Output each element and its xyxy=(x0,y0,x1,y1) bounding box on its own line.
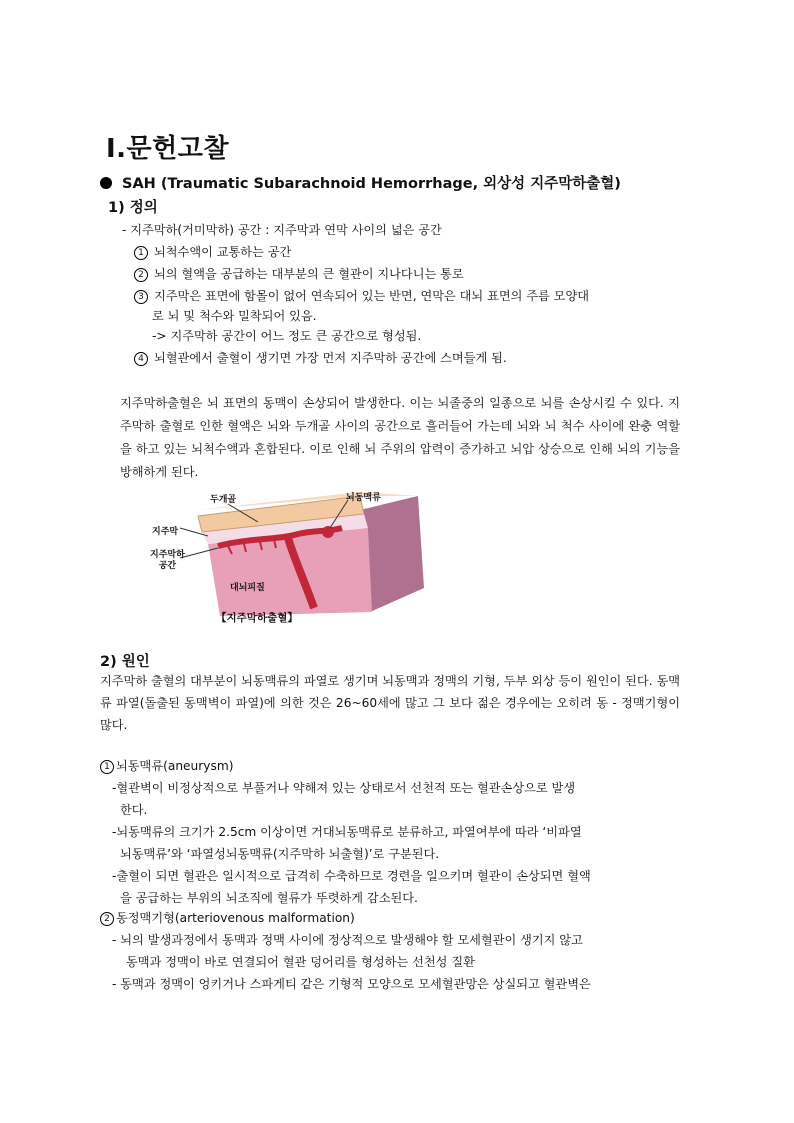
aneurysm-bulge xyxy=(322,526,334,538)
definition-item-3 xyxy=(134,288,589,304)
aneurysm-heading xyxy=(100,758,233,774)
label-cortex: 대뇌피질 xyxy=(230,583,265,593)
aneurysm-point: 을 공급하는 부위의 뇌조직에 혈류가 뚜렷하게 감소된다. xyxy=(120,891,418,905)
definition-item-4 xyxy=(134,350,507,366)
definition-item-2 xyxy=(134,266,464,282)
avm-point: 동맥과 정맥이 바로 연결되어 혈관 덩어리를 형성하는 선천성 질환 xyxy=(126,955,475,969)
definition-item-text: 뇌의 혈액을 공급하는 대부분의 큰 혈관이 지나다니는 통로 xyxy=(154,267,464,281)
aneurysm-point: 한다. xyxy=(120,803,148,817)
circled-number-icon: 2 xyxy=(134,268,148,282)
circled-number-icon: 2 xyxy=(100,912,114,926)
definition-item-text: 뇌척수액이 교통하는 공간 xyxy=(154,245,292,259)
definition-item-text: 지주막은 표면에 함몰이 없어 연속되어 있는 반면, 연막은 대뇌 표면의 주름 모양대 xyxy=(154,289,590,303)
label-arachnoid: 지주막 xyxy=(152,527,179,537)
definition-item-3-continued: 로 뇌 및 척수와 밀착되어 있음. xyxy=(152,309,317,323)
figure-caption: 【지주막하출혈】 xyxy=(216,612,298,624)
definition-item-3-arrow: -> 지주막하 공간이 어느 정도 큰 공간으로 형성됨. xyxy=(152,329,422,343)
label-skull: 두개골 xyxy=(210,495,237,505)
section-heading xyxy=(100,172,621,193)
definition-intro: - 지주막하(거미막하) 공간 : 지주막과 연막 사이의 넓은 공간 xyxy=(122,223,442,237)
definition-heading: 1) 정의 xyxy=(108,200,158,216)
sah-illustration xyxy=(128,488,438,628)
circled-number-icon: 3 xyxy=(134,290,148,304)
circled-number-icon: 4 xyxy=(134,352,148,366)
circled-number-icon: 1 xyxy=(134,246,148,260)
chapter-title: Ⅰ.문헌고찰 xyxy=(106,134,230,164)
circled-number-icon: 1 xyxy=(100,760,114,774)
avm-title: 동정맥기형(arteriovenous malformation) xyxy=(116,911,355,925)
aneurysm-point: -출혈이 되면 혈관은 일시적으로 급격히 수축하므로 경련을 일으키며 혈관이 손상되면 혈액 xyxy=(112,869,591,883)
avm-heading xyxy=(100,910,355,926)
aneurysm-point: -혈관벽이 비정상적으로 부풀거나 약해져 있는 상태로서 선천적 또는 혈관손상으로 발생 xyxy=(112,781,576,795)
definition-paragraph: 지주막하출혈은 뇌 표면의 동맥이 손상되어 발생한다. 이는 뇌졸중의 일종으로 뇌를 손상시킬 수 있다. 지주막하 출혈로 인한 혈액은 뇌와 두개골 사이의 공간으로 흘러들어 가는데 뇌와 뇌 척수 사이에 완충 역할을 하고 있는 뇌척수액과 혼합된다. 이로 인해 뇌 주위의 압력이 증가하고 뇌압 상승으로 인해 뇌의 기능을 방해하게 된다. xyxy=(120,396,680,479)
avm-point: - 동맥과 정맥이 엉키거나 스파게티 같은 기형적 모양으로 모세혈관망은 상실되고 혈관벽은 xyxy=(112,977,591,991)
section-title: SAH (Traumatic Subarachnoid Hemorrhage, 외상성 지주막하출혈) xyxy=(122,176,621,192)
label-subarachnoid-space: 지주막하 공간 xyxy=(150,550,185,571)
aneurysm-point: 뇌동맥류’와 ‘파열성뇌동맥류(지주막하 뇌출혈)’로 구분된다. xyxy=(120,847,440,861)
definition-item-1 xyxy=(134,244,291,260)
cause-paragraph: 지주막하 출혈의 대부분이 뇌동맥류의 파열로 생기며 뇌동맥과 정맥의 기형, 두부 외상 등이 원인이 된다. 동맥류 파열(돌출된 동맥벽이 파열)에 의한 것은 26~60세에 많고 그 보다 젊은 경우에는 오히려 동 - 정맥기형이 많다. xyxy=(100,674,681,732)
label-aneurysm: 뇌동맥류 xyxy=(346,493,381,503)
aneurysm-title: 뇌동맥류(aneurysm) xyxy=(116,759,234,773)
cause-heading: 2) 원인 xyxy=(100,654,150,670)
aneurysm-point: -뇌동맥류의 크기가 2.5cm 이상이면 거대뇌동맥류로 분류하고, 파열여부에 따라 ‘비파열 xyxy=(112,825,582,839)
avm-point: - 뇌의 발생과정에서 동맥과 정맥 사이에 정상적으로 발생해야 할 모세혈관이 생기지 않고 xyxy=(112,933,583,947)
definition-item-text: 뇌혈관에서 출혈이 생기면 가장 먼저 지주막하 공간에 스며들게 됨. xyxy=(154,351,507,365)
bullet-icon xyxy=(100,177,112,189)
